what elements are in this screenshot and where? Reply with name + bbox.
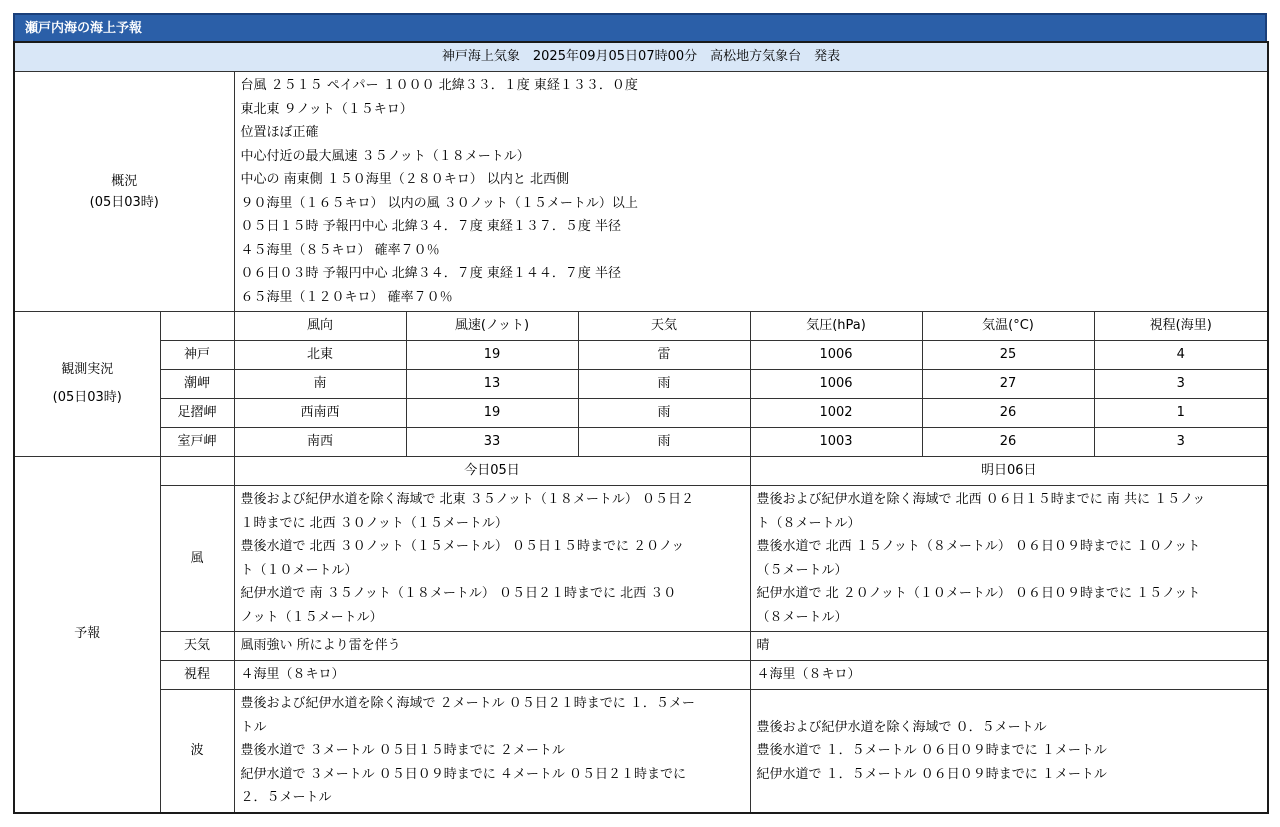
visibility-row — [14, 661, 1268, 690]
issuer-row — [14, 42, 1268, 72]
station-name: 足摺岬 — [160, 399, 234, 428]
overview-line: ６５海里（１２０キロ） 確率７０％ — [240, 289, 453, 305]
wave-day2 — [750, 690, 1268, 813]
overview-line: ９０海里（１６５キロ） 以内の風 ３０ノット（１５メートル）以上 — [240, 195, 638, 211]
wave-line: 豊後水道で １．５メートル ０６日０９時までに １メートル — [756, 743, 1107, 758]
cell: 26 — [922, 399, 1094, 428]
observation-label-cell — [14, 312, 160, 457]
overview-line: 位置ほぼ正確 — [240, 125, 319, 140]
overview-line: ０６日０３時 予報円中心 北緯３４．７度 東経１４４．７度 半径 — [240, 266, 622, 281]
weather-day2: 晴 — [750, 632, 1268, 661]
day1-header: 今日05日 — [234, 457, 750, 486]
overview-line: 中心付近の最大風速 ３５ノット（１８メートル） — [240, 148, 530, 164]
col-header: 気圧(hPa) — [750, 312, 922, 341]
cell: 1 — [1094, 399, 1268, 428]
cell: 雨 — [578, 428, 750, 457]
forecast-panel — [13, 13, 1267, 814]
col-header: 風速(ノット) — [406, 312, 578, 341]
overview-label-cell — [14, 72, 234, 312]
wave-line: 紀伊水道で ３メートル ０５日０９時までに ４メートル ０５日２１時までに — [240, 766, 687, 782]
wind-line: 豊後水道で 北西 １５ノット（８メートル） ０６日０９時までに １０ノット — [756, 539, 1201, 554]
wave-line: 豊後および紀伊水道を除く海域で ０．５メートル — [756, 719, 1047, 735]
wave-line: 豊後水道で ３メートル ０５日１５時までに ２メートル — [240, 743, 565, 758]
weather-day1: 風雨強い 所により雷を伴う — [234, 632, 750, 661]
cell: 北東 — [234, 341, 406, 370]
overview-time: (05日03時) — [89, 194, 159, 210]
table-row — [14, 428, 1268, 457]
wave-line: 紀伊水道で １．５メートル ０６日０９時までに １メートル — [756, 766, 1107, 782]
cell: 19 — [406, 399, 578, 428]
wind-line: ト（１０メートル） — [240, 562, 358, 578]
overview-line: 東北東 ９ノット（１５キロ） — [240, 101, 413, 117]
overview-line: 台風 ２５１５ ペイパー １０００ 北緯３３．１度 東経１３３．０度 — [240, 78, 638, 93]
overview-line: 中心の 南東側 １５０海里（２８０キロ） 以内と 北西側 — [240, 172, 570, 187]
wind-line: 紀伊水道で 北 ２０ノット（１０メートル） ０６日０９時までに １５ノット — [756, 586, 1201, 601]
cell: 27 — [922, 370, 1094, 399]
station-name: 室戸岬 — [160, 428, 234, 457]
cell: 26 — [922, 428, 1094, 457]
wind-line: ノット（１５メートル） — [240, 609, 383, 625]
wave-line: ２．５メートル — [240, 790, 332, 805]
table-row — [14, 341, 1268, 370]
observation-label: 観測実況 — [61, 362, 114, 377]
visibility-label: 視程 — [160, 661, 234, 690]
cell: 南西 — [234, 428, 406, 457]
overview-line: ０５日１５時 予報円中心 北緯３４．７度 東経１３７．５度 半径 — [240, 219, 622, 234]
col-header: 風向 — [234, 312, 406, 341]
visibility-day1: ４海里（８キロ） — [234, 661, 750, 690]
cell: 3 — [1094, 428, 1268, 457]
wind-line: 豊後および紀伊水道を除く海域で 北東 ３５ノット（１８メートル） ０５日２ — [240, 492, 694, 507]
cell: 25 — [922, 341, 1094, 370]
table-row — [14, 399, 1268, 428]
overview-text — [234, 72, 1268, 312]
item-header — [160, 457, 234, 486]
wind-line: （５メートル） — [756, 562, 848, 578]
wind-line: 豊後および紀伊水道を除く海域で 北西 ０６日１５時までに 南 共に １５ノッ — [756, 492, 1206, 507]
wind-line: 豊後水道で 北西 ３０ノット（１５メートル） ０５日１５時までに ２０ノッ — [240, 539, 685, 554]
wave-row — [14, 690, 1268, 813]
visibility-day2: ４海里（８キロ） — [750, 661, 1268, 690]
station-name: 神戸 — [160, 341, 234, 370]
cell: 19 — [406, 341, 578, 370]
cell: 西南西 — [234, 399, 406, 428]
cell: 4 — [1094, 341, 1268, 370]
cell: 1006 — [750, 341, 922, 370]
wind-line: 紀伊水道で 南 ３５ノット（１８メートル） ０５日２１時までに 北西 ３０ — [240, 586, 677, 601]
overview-line: ４５海里（８５キロ） 確率７０％ — [240, 242, 440, 258]
wind-day1 — [234, 486, 750, 632]
wind-line: １時までに 北西 ３０ノット（１５メートル） — [240, 515, 508, 531]
wave-day1 — [234, 690, 750, 813]
overview-row — [14, 72, 1268, 312]
wave-line: トル — [240, 719, 267, 735]
forecast-table — [13, 41, 1269, 814]
wind-line: ト（８メートル） — [756, 515, 861, 531]
cell: 1003 — [750, 428, 922, 457]
station-name: 潮岬 — [160, 370, 234, 399]
cell: 33 — [406, 428, 578, 457]
col-header: 天気 — [578, 312, 750, 341]
day2-header: 明日06日 — [750, 457, 1268, 486]
cell: 雨 — [578, 399, 750, 428]
overview-label: 概況 — [111, 173, 138, 189]
forecast-label: 予報 — [14, 457, 160, 813]
panel-title: 瀬戸内海の海上予報 — [13, 13, 1267, 41]
col-header: 気温(°C) — [922, 312, 1094, 341]
station-header — [160, 312, 234, 341]
cell: 3 — [1094, 370, 1268, 399]
weather-row — [14, 632, 1268, 661]
forecast-day-header-row — [14, 457, 1268, 486]
wind-day2 — [750, 486, 1268, 632]
table-row — [14, 370, 1268, 399]
wind-label: 風 — [160, 486, 234, 632]
wind-line: （８メートル） — [756, 609, 848, 625]
cell: 1006 — [750, 370, 922, 399]
cell: 雨 — [578, 370, 750, 399]
observation-time: (05日03時) — [52, 390, 122, 405]
wind-row — [14, 486, 1268, 632]
weather-label: 天気 — [160, 632, 234, 661]
col-header: 視程(海里) — [1094, 312, 1268, 341]
cell: 1002 — [750, 399, 922, 428]
cell: 13 — [406, 370, 578, 399]
cell: 南 — [234, 370, 406, 399]
issuer-line: 神戸海上気象 2025年09月05日07時00分 高松地方気象台 発表 — [14, 42, 1268, 72]
wave-label: 波 — [160, 690, 234, 813]
cell: 雷 — [578, 341, 750, 370]
observation-header-row — [14, 312, 1268, 341]
wave-line: 豊後および紀伊水道を除く海域で ２メートル ０５日２１時までに １．５メー — [240, 696, 695, 711]
